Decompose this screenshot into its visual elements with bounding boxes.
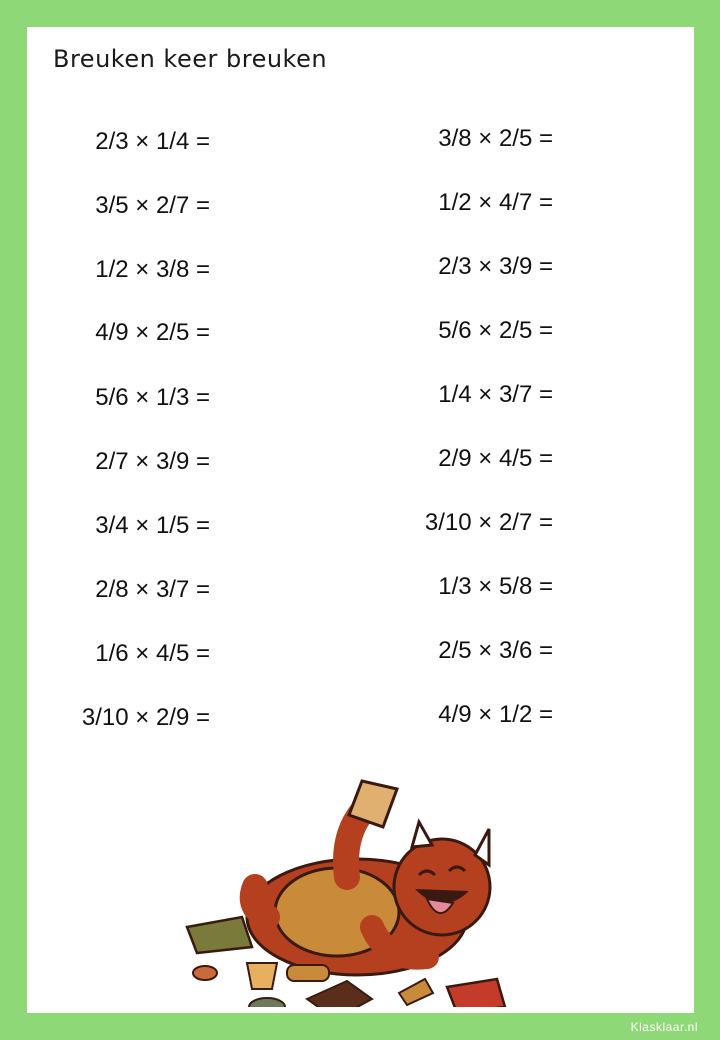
exercise-item: 1/3 × 5/8 = [438, 573, 553, 600]
exercise-item: 1/2 × 3/8 = [95, 256, 210, 283]
worksheet [27, 27, 694, 1013]
exercise-item: 2/7 × 3/9 = [95, 448, 210, 475]
monster-eating-sweets-icon [157, 767, 507, 1007]
exercise-item: 5/6 × 1/3 = [95, 384, 210, 411]
exercise-item: 3/5 × 2/7 = [95, 192, 210, 219]
exercise-item: 1/2 × 4/7 = [438, 189, 553, 216]
exercise-item: 2/8 × 3/7 = [95, 576, 210, 603]
exercise-item: 2/9 × 4/5 = [438, 445, 553, 472]
exercise-item: 2/3 × 1/4 = [95, 128, 210, 155]
exercise-item: 3/10 × 2/7 = [424, 509, 553, 536]
exercise-item: 3/4 × 1/5 = [95, 512, 210, 539]
exercise-item: 2/3 × 3/9 = [438, 253, 553, 280]
exercise-item: 1/6 × 4/5 = [95, 640, 210, 667]
exercise-item: 3/8 × 2/5 = [438, 125, 553, 152]
exercise-item: 1/4 × 3/7 = [438, 381, 553, 408]
exercise-item: 5/6 × 2/5 = [438, 317, 553, 344]
exercise-item: 4/9 × 2/5 = [95, 319, 210, 346]
footer-credit: Klasklaar.nl [630, 1020, 698, 1034]
exercise-item: 4/9 × 1/2 = [438, 701, 553, 728]
exercise-item: 3/10 × 2/9 = [81, 704, 210, 731]
exercise-item: 2/5 × 3/6 = [438, 637, 553, 664]
worksheet-title: Breuken keer breuken [53, 45, 328, 73]
